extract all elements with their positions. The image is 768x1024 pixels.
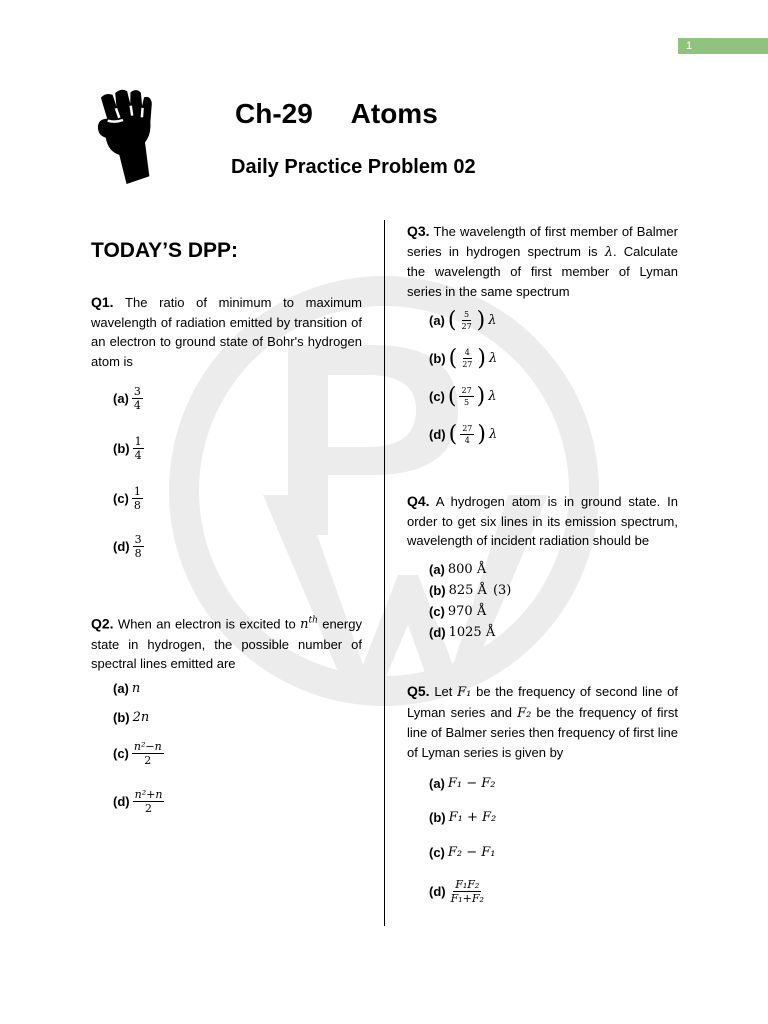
q4-option-b[interactable]	[429, 583, 511, 598]
raised-fist-icon	[93, 86, 165, 186]
fraction-numerator: F₁F₂	[455, 878, 480, 891]
question-4-text	[407, 492, 678, 551]
q4-option-c[interactable]	[429, 604, 486, 619]
question-5-f2: F₂	[517, 705, 532, 721]
q5-option-c[interactable]	[429, 845, 496, 860]
question-1-text	[91, 293, 362, 371]
option-value: 2n	[132, 710, 150, 725]
option-fraction	[132, 741, 164, 766]
right-paren: )	[476, 307, 486, 333]
right-paren: )	[477, 345, 486, 371]
question-3-number: Q3.	[407, 223, 430, 239]
question-2-text	[91, 612, 362, 674]
fraction-numerator: n²−n	[133, 740, 162, 753]
lambda-symbol: λ	[488, 313, 497, 328]
column-divider	[384, 220, 385, 926]
question-5-body-1: Let	[434, 684, 453, 699]
fraction-denominator: 5	[464, 398, 470, 407]
fraction-denominator: 27	[461, 322, 472, 331]
fraction-denominator: 27	[462, 360, 473, 369]
fraction-denominator: 4	[134, 449, 142, 462]
option-label: (d)	[429, 427, 446, 442]
q1-option-b[interactable]	[113, 436, 144, 461]
option-label: (b)	[113, 441, 130, 456]
option-label: (a)	[429, 776, 445, 791]
question-5-f1: F₁	[457, 685, 472, 700]
option-label: (a)	[429, 313, 445, 328]
option-value: F₁ + F₂	[448, 810, 497, 825]
option-label: (c)	[429, 389, 445, 404]
q1-option-d[interactable]	[113, 534, 144, 559]
fraction-denominator: 8	[134, 547, 142, 560]
q4-option-a[interactable]	[429, 562, 486, 577]
left-paren: (	[447, 307, 457, 333]
option-value: 970 Å	[447, 604, 487, 619]
option-label: (d)	[113, 539, 130, 554]
question-3-body-start: The wavelength of first member of Balmer series in hydrogen spectrum is	[407, 224, 678, 259]
question-2-number: Q2.	[91, 615, 114, 632]
option-label: (c)	[429, 845, 445, 860]
question-5-body-3: be the frequency of first line of Balmer series then frequency of first line of Lyman series is given by	[407, 704, 678, 760]
option-label: (b)	[429, 583, 446, 598]
left-paren: (	[447, 383, 457, 409]
fraction-denominator: 2	[145, 802, 152, 815]
option-label: (a)	[113, 391, 129, 406]
q3-option-a[interactable]	[429, 307, 497, 333]
lambda-symbol: λ	[488, 427, 498, 442]
lambda-symbol: λ	[488, 351, 498, 366]
fraction-numerator: 1	[133, 485, 141, 498]
right-paren: )	[476, 383, 486, 409]
left-paren: (	[448, 345, 458, 371]
question-5-text	[407, 682, 678, 762]
lambda-symbol: λ	[488, 389, 497, 404]
question-3-text	[407, 222, 678, 301]
option-value: 1025 Å	[448, 625, 496, 640]
question-3-lambda: λ	[604, 244, 613, 260]
q2-option-d[interactable]	[113, 789, 164, 814]
left-paren: (	[448, 421, 458, 447]
q1-option-a[interactable]	[113, 386, 143, 411]
option-value: n	[131, 681, 141, 696]
page-title	[235, 98, 438, 130]
q2-option-c[interactable]	[113, 741, 164, 766]
math-base: n	[300, 617, 309, 633]
question-5-body-2: be the frequency of second line of Lyman series and	[407, 684, 678, 720]
fraction-numerator: n²+n	[134, 788, 163, 801]
option-value: 825 Å	[448, 583, 487, 598]
fraction-numerator: 3	[134, 533, 142, 546]
q4-option-d[interactable]	[429, 625, 495, 640]
fraction-numerator: 5	[464, 310, 470, 319]
option-label: (c)	[429, 604, 445, 619]
option-value: F₁ − F₂	[447, 776, 496, 791]
option-label: (a)	[113, 681, 129, 696]
option-label: (b)	[429, 351, 446, 366]
option-fraction	[449, 879, 486, 904]
q5-option-b[interactable]	[429, 810, 496, 825]
q3-option-b[interactable]	[429, 345, 498, 371]
option-fraction	[132, 386, 143, 411]
option-value: F₂ − F₁	[447, 845, 496, 860]
option-label: (c)	[113, 746, 129, 761]
option-fraction	[459, 386, 473, 407]
question-3-body-end: . Calculate the wavelength of first member of Lyman series in the same spectrum	[407, 243, 678, 299]
option-label: (a)	[429, 562, 445, 577]
question-4-number: Q4.	[407, 493, 430, 509]
fraction-numerator: 27	[462, 424, 473, 433]
option-fraction	[133, 789, 165, 814]
q5-option-a[interactable]	[429, 776, 496, 791]
page-subtitle: Daily Practice Problem 02	[231, 156, 476, 178]
option-fraction	[133, 436, 144, 461]
option-fraction	[460, 348, 474, 369]
question-1-body: The ratio of minimum to maximum wavelength of radiation emitted by transition of an electron to ground state of Bohr's hydrogen atom is	[91, 295, 362, 369]
question-1-number: Q1.	[91, 294, 114, 310]
option-label: (d)	[429, 884, 446, 899]
option-fraction	[133, 534, 144, 559]
fraction-denominator: 2	[144, 754, 152, 767]
page-number-badge: 1	[678, 38, 768, 54]
chapter-number: Ch-29	[235, 98, 313, 129]
q1-option-c[interactable]	[113, 486, 143, 511]
fraction-denominator: 8	[133, 499, 141, 512]
chapter-title: Atoms	[350, 98, 438, 129]
q3-option-c[interactable]	[429, 383, 497, 409]
q3-option-d[interactable]	[429, 421, 498, 447]
question-2-body-end: energy state in hydrogen, the possible number of spectral lines emitted are	[91, 616, 362, 672]
q2-option-a[interactable]	[113, 681, 140, 696]
right-paren: )	[477, 421, 486, 447]
fraction-denominator: 4	[464, 436, 470, 445]
fraction-denominator: 4	[133, 399, 141, 412]
option-label: (b)	[429, 810, 446, 825]
option-label: (b)	[113, 710, 130, 725]
option-label: (c)	[113, 491, 129, 506]
option-fraction	[460, 424, 474, 445]
fraction-numerator: 27	[461, 386, 472, 395]
question-5-number: Q5.	[407, 683, 430, 699]
fraction-denominator: F₁+F₂	[450, 892, 484, 905]
math-superscript: th	[308, 616, 318, 626]
section-heading: TODAY’S DPP:	[91, 239, 239, 262]
q5-option-d[interactable]	[429, 879, 486, 904]
fraction-numerator: 1	[134, 435, 142, 448]
option-annotation: (3)	[492, 583, 512, 598]
fraction-numerator: 4	[464, 348, 470, 357]
question-2-body-start: When an electron is excited to	[117, 616, 296, 632]
option-fraction	[459, 310, 473, 331]
option-fraction	[132, 486, 143, 511]
fraction-numerator: 3	[133, 385, 141, 398]
option-label: (d)	[429, 625, 446, 640]
option-label: (d)	[113, 794, 130, 809]
option-value: 800 Å	[447, 562, 487, 577]
q2-option-b[interactable]	[113, 710, 149, 725]
question-2-math-n	[300, 617, 318, 632]
question-4-body: A hydrogen atom is in ground state. In order to get six lines in its emission spectrum, wavelength of incident radiation should be	[407, 494, 678, 548]
